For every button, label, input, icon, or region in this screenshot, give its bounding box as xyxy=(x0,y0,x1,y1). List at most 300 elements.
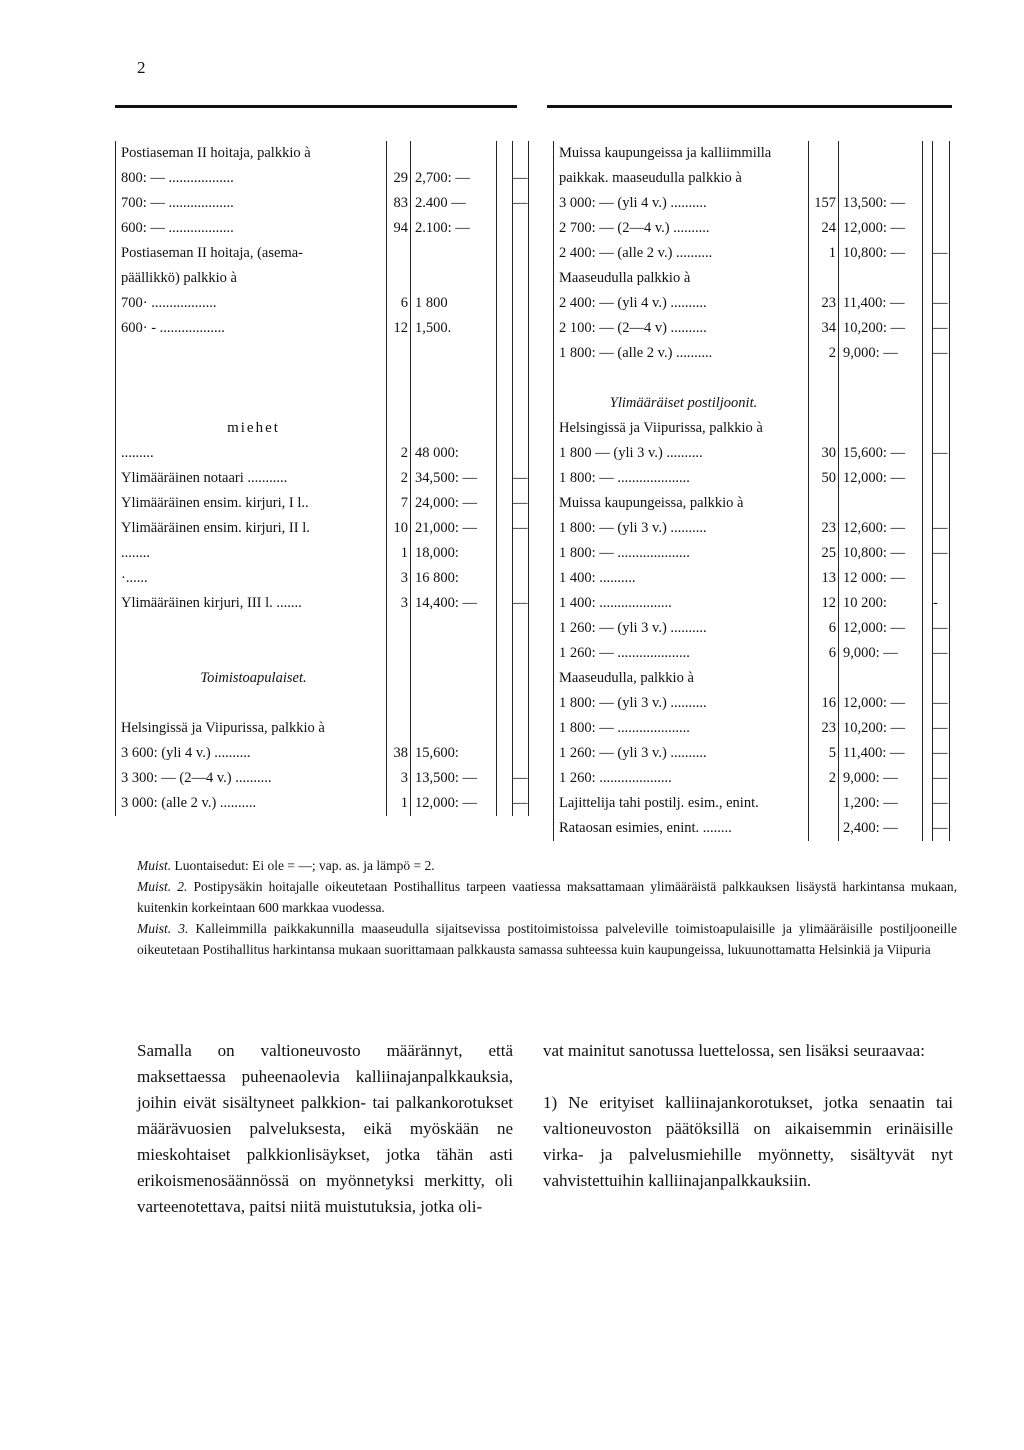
row-salary xyxy=(411,241,497,266)
row-description: 800: — .................. xyxy=(116,166,387,191)
row-extra-2: — xyxy=(933,316,950,341)
row-description: 3 000: (alle 2 v.) .......... xyxy=(116,791,387,816)
table-row xyxy=(554,766,950,791)
body-column-right xyxy=(543,1038,953,1194)
row-extra-2: — xyxy=(933,241,950,266)
row-count xyxy=(387,391,411,416)
row-extra-1 xyxy=(497,341,513,366)
row-salary: 1,500. xyxy=(411,316,497,341)
row-extra-1 xyxy=(923,516,933,541)
table-row xyxy=(116,691,529,716)
row-count: 83 xyxy=(387,191,411,216)
row-description xyxy=(116,391,387,416)
row-salary: 12,000: — xyxy=(411,791,497,816)
note-3-text: Kalleimmilla paikkakunnilla maaseudulla sijaitsevissa postitoimistoissa palveleville toimistoapulaisille ja ylimääräisille postiljooneille oikeutetaan Postihallitus harkintansa mukaan suorittamaan palkkausta samassa suhteessa kuin kaupungeissa, lukuunottamatta Helsinkiä ja Viipuria xyxy=(137,921,957,957)
table-row xyxy=(554,616,950,641)
row-extra-1 xyxy=(497,416,513,441)
row-count: 6 xyxy=(809,616,839,641)
row-extra-2: — xyxy=(933,516,950,541)
table-row xyxy=(116,541,529,566)
row-count xyxy=(809,791,839,816)
row-extra-2: — xyxy=(513,516,529,541)
table-row xyxy=(554,816,950,841)
row-extra-1 xyxy=(923,291,933,316)
table-row xyxy=(116,291,529,316)
table-row xyxy=(554,366,950,391)
row-salary: 9,000: — xyxy=(839,641,923,666)
table-row xyxy=(116,641,529,666)
row-salary: 11,400: — xyxy=(839,741,923,766)
row-extra-1 xyxy=(497,191,513,216)
row-extra-1 xyxy=(923,691,933,716)
row-extra-2: — xyxy=(933,691,950,716)
row-description: 1 400: .................... xyxy=(554,591,809,616)
row-extra-1 xyxy=(497,716,513,741)
row-count: 3 xyxy=(387,766,411,791)
row-extra-2: — xyxy=(933,641,950,666)
table-row xyxy=(116,441,529,466)
row-extra-2: — xyxy=(933,741,950,766)
row-description: Ylimääräinen ensim. kirjuri, I l.. xyxy=(116,491,387,516)
row-extra-2 xyxy=(933,366,950,391)
row-description: 1 800: — (alle 2 v.) .......... xyxy=(554,341,809,366)
row-salary: 18,000: xyxy=(411,541,497,566)
row-count xyxy=(387,641,411,666)
row-salary: 12,600: — xyxy=(839,516,923,541)
row-description: Helsingissä ja Viipurissa, palkkio à xyxy=(554,416,809,441)
row-salary: 12,000: — xyxy=(839,216,923,241)
row-salary xyxy=(839,491,923,516)
row-description xyxy=(116,341,387,366)
row-count: 12 xyxy=(387,316,411,341)
row-description xyxy=(116,641,387,666)
row-extra-2: — xyxy=(513,166,529,191)
row-extra-2 xyxy=(513,691,529,716)
table-row xyxy=(554,316,950,341)
row-description: 3 600: (yli 4 v.) .......... xyxy=(116,741,387,766)
row-description: Postiaseman II hoitaja, palkkio à xyxy=(116,141,387,166)
row-count: 1 xyxy=(387,541,411,566)
table-row xyxy=(554,266,950,291)
row-salary xyxy=(839,141,923,166)
row-salary: 24,000: — xyxy=(411,491,497,516)
table-row xyxy=(554,466,950,491)
body-column-left xyxy=(137,1038,513,1220)
row-extra-1 xyxy=(923,216,933,241)
row-salary: 13,500: — xyxy=(411,766,497,791)
row-count xyxy=(387,616,411,641)
row-extra-2: — xyxy=(933,716,950,741)
table-row xyxy=(554,191,950,216)
row-extra-1 xyxy=(497,541,513,566)
table-row xyxy=(116,466,529,491)
row-extra-2 xyxy=(513,566,529,591)
table-row xyxy=(554,566,950,591)
row-extra-1 xyxy=(497,291,513,316)
row-salary: 48 000: xyxy=(411,441,497,466)
row-count xyxy=(809,266,839,291)
row-extra-1 xyxy=(497,641,513,666)
row-extra-1 xyxy=(497,216,513,241)
table-row xyxy=(554,241,950,266)
row-salary: 2,400: — xyxy=(839,816,923,841)
table-row xyxy=(116,216,529,241)
row-extra-1 xyxy=(497,666,513,691)
row-description: 1 800: — .................... xyxy=(554,466,809,491)
row-extra-2 xyxy=(933,141,950,166)
table-row xyxy=(554,516,950,541)
row-count: 94 xyxy=(387,216,411,241)
row-extra-1 xyxy=(497,791,513,816)
table-row xyxy=(554,141,950,166)
row-salary: 13,500: — xyxy=(839,191,923,216)
row-count xyxy=(387,416,411,441)
row-description: 2 400: — (alle 2 v.) .......... xyxy=(554,241,809,266)
row-extra-2 xyxy=(513,291,529,316)
row-extra-1 xyxy=(923,741,933,766)
row-description: miehet xyxy=(116,416,387,441)
row-extra-2 xyxy=(933,466,950,491)
row-count xyxy=(809,416,839,441)
row-description: Maaseudulla, palkkio à xyxy=(554,666,809,691)
row-extra-1 xyxy=(923,641,933,666)
row-extra-1 xyxy=(497,766,513,791)
row-extra-2 xyxy=(513,716,529,741)
table-row xyxy=(554,691,950,716)
table-row xyxy=(554,591,950,616)
row-description: 1 260: .................... xyxy=(554,766,809,791)
row-extra-2: — xyxy=(933,291,950,316)
row-description: Maaseudulla palkkio à xyxy=(554,266,809,291)
row-extra-2 xyxy=(513,266,529,291)
row-extra-1 xyxy=(497,691,513,716)
row-salary: 16 800: xyxy=(411,566,497,591)
row-extra-2: — xyxy=(513,491,529,516)
table-row xyxy=(116,266,529,291)
row-count: 12 xyxy=(809,591,839,616)
row-count xyxy=(387,691,411,716)
row-extra-2 xyxy=(513,616,529,641)
row-extra-2 xyxy=(513,441,529,466)
row-salary xyxy=(839,166,923,191)
row-extra-1 xyxy=(923,616,933,641)
row-salary: 2,700: — xyxy=(411,166,497,191)
row-salary xyxy=(839,391,923,416)
row-description: Postiaseman II hoitaja, (asema- xyxy=(116,241,387,266)
table-row xyxy=(116,341,529,366)
note-2-mark: Muist. 2. xyxy=(137,879,188,894)
note-3 xyxy=(137,918,957,960)
row-count xyxy=(809,666,839,691)
row-count: 23 xyxy=(809,516,839,541)
page-number: 2 xyxy=(137,58,146,77)
row-salary: 12,000: — xyxy=(839,691,923,716)
row-extra-1 xyxy=(497,166,513,191)
row-extra-2: — xyxy=(513,791,529,816)
table-row xyxy=(116,391,529,416)
row-description xyxy=(554,366,809,391)
row-extra-1 xyxy=(497,391,513,416)
row-salary: 10,800: — xyxy=(839,541,923,566)
row-count: 3 xyxy=(387,591,411,616)
row-count: 23 xyxy=(809,716,839,741)
row-count: 2 xyxy=(809,341,839,366)
row-count: 6 xyxy=(809,641,839,666)
row-salary: 15,600: — xyxy=(839,441,923,466)
row-salary xyxy=(839,266,923,291)
row-salary xyxy=(839,366,923,391)
note-1 xyxy=(137,855,957,876)
row-salary xyxy=(411,716,497,741)
table-row xyxy=(116,741,529,766)
row-description: 2 400: — (yli 4 v.) .......... xyxy=(554,291,809,316)
row-salary: 12,000: — xyxy=(839,466,923,491)
row-extra-2 xyxy=(933,666,950,691)
table-row xyxy=(116,716,529,741)
row-description: 1 260: — .................... xyxy=(554,641,809,666)
row-salary xyxy=(411,641,497,666)
row-salary: 1 800 xyxy=(411,291,497,316)
row-extra-1 xyxy=(923,491,933,516)
row-description: Muissa kaupungeissa ja kalliimmilla xyxy=(554,141,809,166)
table-row xyxy=(554,491,950,516)
row-extra-1 xyxy=(497,241,513,266)
body-right-paragraph-1: vat mainitut sanotussa luettelossa, sen lisäksi seuraavaa: xyxy=(543,1041,925,1060)
row-extra-1 xyxy=(923,166,933,191)
table-row xyxy=(116,591,529,616)
top-rule-left xyxy=(115,105,517,108)
row-count xyxy=(387,341,411,366)
row-salary: 14,400: — xyxy=(411,591,497,616)
row-description: 2 700: — (2—4 v.) .......... xyxy=(554,216,809,241)
row-extra-1 xyxy=(923,666,933,691)
row-extra-2: — xyxy=(933,816,950,841)
row-extra-2 xyxy=(933,566,950,591)
row-extra-2 xyxy=(513,341,529,366)
row-count: 16 xyxy=(809,691,839,716)
row-count: 1 xyxy=(809,241,839,266)
row-salary: 10,800: — xyxy=(839,241,923,266)
row-extra-1 xyxy=(497,141,513,166)
table-row xyxy=(116,791,529,816)
row-count: 30 xyxy=(809,441,839,466)
footnotes xyxy=(137,855,957,960)
row-extra-1 xyxy=(497,616,513,641)
row-description: Ylimääräinen ensim. kirjuri, II l. xyxy=(116,516,387,541)
row-salary: 10 200: xyxy=(839,591,923,616)
row-salary: 34,500: — xyxy=(411,466,497,491)
row-description: Lajittelija tahi postilj. esim., enint. xyxy=(554,791,809,816)
table-row xyxy=(116,166,529,191)
row-count xyxy=(809,141,839,166)
row-extra-2 xyxy=(933,216,950,241)
table-row xyxy=(554,641,950,666)
row-count: 29 xyxy=(387,166,411,191)
row-description xyxy=(116,366,387,391)
row-extra-2 xyxy=(513,541,529,566)
row-salary xyxy=(411,666,497,691)
table-row xyxy=(116,191,529,216)
table-row xyxy=(554,716,950,741)
row-description: Toimistoapulaiset. xyxy=(116,666,387,691)
row-extra-1 xyxy=(923,541,933,566)
row-extra-1 xyxy=(497,466,513,491)
row-salary: 2.100: — xyxy=(411,216,497,241)
row-extra-1 xyxy=(497,266,513,291)
row-salary: 1,200: — xyxy=(839,791,923,816)
row-description: ......... xyxy=(116,441,387,466)
row-description: 3 000: — (yli 4 v.) .......... xyxy=(554,191,809,216)
row-salary xyxy=(411,391,497,416)
row-extra-2: — xyxy=(933,791,950,816)
row-salary: 2.400 — xyxy=(411,191,497,216)
row-salary xyxy=(411,416,497,441)
row-description: 1 800 — (yli 3 v.) .......... xyxy=(554,441,809,466)
row-salary: 10,200: — xyxy=(839,316,923,341)
table-row xyxy=(116,316,529,341)
table-row xyxy=(554,216,950,241)
row-description: 600· - .................. xyxy=(116,316,387,341)
row-extra-2: — xyxy=(513,191,529,216)
row-extra-1 xyxy=(923,591,933,616)
row-extra-2 xyxy=(933,266,950,291)
top-rule-right xyxy=(547,105,952,108)
row-extra-1 xyxy=(497,316,513,341)
row-extra-2: — xyxy=(933,616,950,641)
row-extra-1 xyxy=(497,566,513,591)
row-extra-1 xyxy=(923,341,933,366)
row-description: päällikkö) palkkio à xyxy=(116,266,387,291)
body-right-paragraph-2: 1) Ne erityiset kalliinajankorotukset, jotka senaatin tai valtioneuvoston päätöksillä on aikaisemmin erinäisille virka- ja palvelusmiehille myönnetty, sisältyvät nyt vahvistettuihin kalliinajanpalkkauksiin. xyxy=(543,1093,953,1190)
row-extra-1 xyxy=(923,416,933,441)
row-count: 7 xyxy=(387,491,411,516)
table-row xyxy=(116,766,529,791)
note-3-mark: Muist. 3. xyxy=(137,921,189,936)
row-extra-2 xyxy=(933,391,950,416)
row-count xyxy=(809,166,839,191)
right-salary-table xyxy=(553,141,950,841)
note-1-text: Luontaisedut: Ei ole = —; vap. as. ja lämpö = 2. xyxy=(171,858,435,873)
row-description: Ylimääräinen notaari ........... xyxy=(116,466,387,491)
row-extra-2 xyxy=(513,666,529,691)
row-count xyxy=(809,391,839,416)
row-extra-2 xyxy=(513,241,529,266)
row-count xyxy=(387,716,411,741)
row-extra-1 xyxy=(497,491,513,516)
row-description: paikkak. maaseudulla palkkio à xyxy=(554,166,809,191)
table-row xyxy=(554,341,950,366)
row-description: ·...... xyxy=(116,566,387,591)
note-2-text: Postipysäkin hoitajalle oikeutetaan Postihallitus tarpeen vaatiessa maksattamaan ylimääräistä palkkauksen lisäystä harkintansa mukaan, kuitenkin korkeintaan 600 markkaa vuodessa. xyxy=(137,879,957,915)
table-row xyxy=(116,366,529,391)
row-count xyxy=(809,366,839,391)
row-extra-1 xyxy=(923,716,933,741)
row-description: 1 260: — (yli 3 v.) .......... xyxy=(554,616,809,641)
row-count: 157 xyxy=(809,191,839,216)
table-row xyxy=(116,141,529,166)
row-count: 6 xyxy=(387,291,411,316)
body-left-paragraph: Samalla on valtioneuvosto määrännyt, että maksettaessa puheenaolevia kalliinajanpalkkauksia, joihin eivät sisältyneet palkkion- tai palkankorotukset määrävuosien palveluksesta, eikä myöskään ne mieskohtaiset palkkionlisäykset, jotka tähän asti erikoismenosäännössä on myönnetyksi merkitty, oli varteenotettava, paitsi niitä muistutuksia, jotka oli- xyxy=(137,1041,513,1216)
row-extra-2 xyxy=(513,141,529,166)
row-salary: 15,600: xyxy=(411,741,497,766)
row-extra-1 xyxy=(923,366,933,391)
row-description: Muissa kaupungeissa, palkkio à xyxy=(554,491,809,516)
table-row xyxy=(116,566,529,591)
row-extra-1 xyxy=(923,241,933,266)
row-extra-1 xyxy=(923,141,933,166)
row-extra-1 xyxy=(923,391,933,416)
row-count: 2 xyxy=(809,766,839,791)
table-row xyxy=(116,616,529,641)
table-row xyxy=(554,291,950,316)
table-row xyxy=(554,441,950,466)
row-count xyxy=(809,816,839,841)
row-description: 600: — .................. xyxy=(116,216,387,241)
row-description: 700: — .................. xyxy=(116,191,387,216)
row-description: 1 800: — (yli 3 v.) .......... xyxy=(554,516,809,541)
row-extra-1 xyxy=(923,466,933,491)
row-extra-2 xyxy=(933,191,950,216)
row-extra-1 xyxy=(497,591,513,616)
row-salary: 12 000: — xyxy=(839,566,923,591)
row-count xyxy=(809,491,839,516)
row-extra-2 xyxy=(513,741,529,766)
row-salary: 21,000: — xyxy=(411,516,497,541)
row-description: 3 300: — (2—4 v.) .......... xyxy=(116,766,387,791)
row-description: ........ xyxy=(116,541,387,566)
row-extra-2 xyxy=(933,416,950,441)
row-extra-2 xyxy=(513,416,529,441)
row-extra-1 xyxy=(923,191,933,216)
row-description: Ylimääräiset postiljoonit. xyxy=(554,391,809,416)
row-salary xyxy=(839,666,923,691)
row-extra-1 xyxy=(497,516,513,541)
row-salary xyxy=(411,141,497,166)
row-salary xyxy=(411,266,497,291)
table-row xyxy=(554,666,950,691)
table-row xyxy=(116,241,529,266)
table-row xyxy=(116,666,529,691)
row-count: 25 xyxy=(809,541,839,566)
row-count xyxy=(387,266,411,291)
row-count: 2 xyxy=(387,466,411,491)
note-2 xyxy=(137,876,957,918)
row-extra-1 xyxy=(923,816,933,841)
row-count: 38 xyxy=(387,741,411,766)
table-row xyxy=(554,391,950,416)
row-extra-2 xyxy=(933,166,950,191)
row-description: 700· .................. xyxy=(116,291,387,316)
row-extra-2 xyxy=(513,391,529,416)
row-extra-2: — xyxy=(933,441,950,466)
row-count: 13 xyxy=(809,566,839,591)
row-extra-2 xyxy=(933,491,950,516)
row-count: 1 xyxy=(387,791,411,816)
row-count xyxy=(387,141,411,166)
row-count: 23 xyxy=(809,291,839,316)
row-count xyxy=(387,241,411,266)
row-description: 1 800: — .................... xyxy=(554,716,809,741)
row-extra-1 xyxy=(923,266,933,291)
left-salary-table xyxy=(115,141,529,816)
row-extra-2 xyxy=(513,366,529,391)
table-row xyxy=(554,416,950,441)
row-count: 24 xyxy=(809,216,839,241)
row-description: 1 260: — (yli 3 v.) .......... xyxy=(554,741,809,766)
row-description: Ylimääräinen kirjuri, III l. ....... xyxy=(116,591,387,616)
row-extra-2: - xyxy=(933,591,950,616)
row-count: 34 xyxy=(809,316,839,341)
